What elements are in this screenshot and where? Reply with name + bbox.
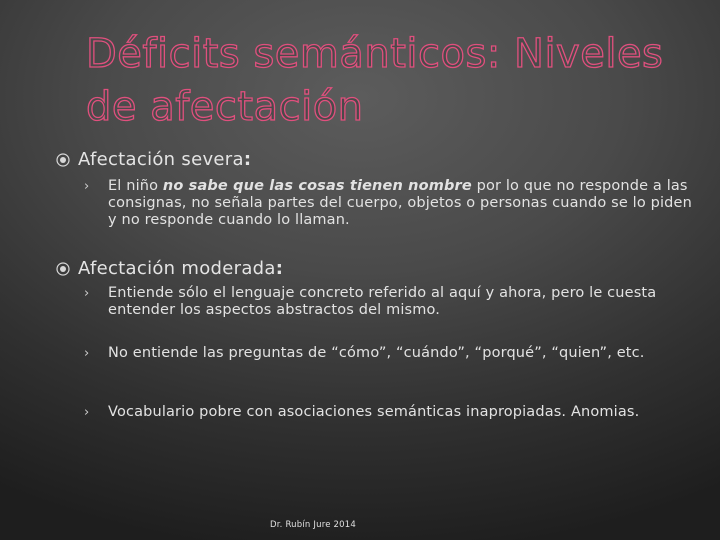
chevron-right-icon: › <box>84 346 90 361</box>
subitem-text: El niño no sabe que las cosas tienen nombre por lo que no responde a las consignas, no señala partes del cuerpo, objetos o personas cuando se lo piden y no responde cuando lo llaman. <box>108 178 692 228</box>
subitem-text: Vocabulario pobre con asociaciones semánticas inapropiadas. Anomias. <box>108 404 640 420</box>
target-bullet-icon <box>56 259 78 279</box>
slide-title: Déficits semánticos: Niveles de afectación <box>86 31 664 130</box>
subitem-moderate-1 <box>84 285 694 319</box>
subitem-text: No entiende las preguntas de “cómo”, “cuándo”, “porqué”, “quien”, etc. <box>108 345 645 361</box>
emphasis-text: no sabe que las cosas tienen nombre <box>162 178 472 194</box>
chevron-right-icon: › <box>84 405 90 420</box>
chevron-right-icon: › <box>84 179 90 194</box>
subitem-moderate-2 <box>84 345 694 363</box>
footer-credit: Dr. Rubín Jure 2014 <box>270 520 356 530</box>
chevron-right-icon: › <box>84 286 90 301</box>
bullet-label: Afectación moderada: <box>78 258 284 279</box>
subitem-text: Entiende sólo el lenguaje concreto referido al aquí y ahora, pero le cuesta entender los aspectos abstractos del mismo. <box>108 285 657 318</box>
bullet-label: Afectación severa: <box>78 149 252 170</box>
bullet-moderate <box>56 259 696 279</box>
bullet-severe <box>56 150 696 170</box>
target-bullet-icon <box>56 150 78 170</box>
subitem-moderate-3 <box>84 404 694 422</box>
subitem-severe-1 <box>84 178 694 229</box>
